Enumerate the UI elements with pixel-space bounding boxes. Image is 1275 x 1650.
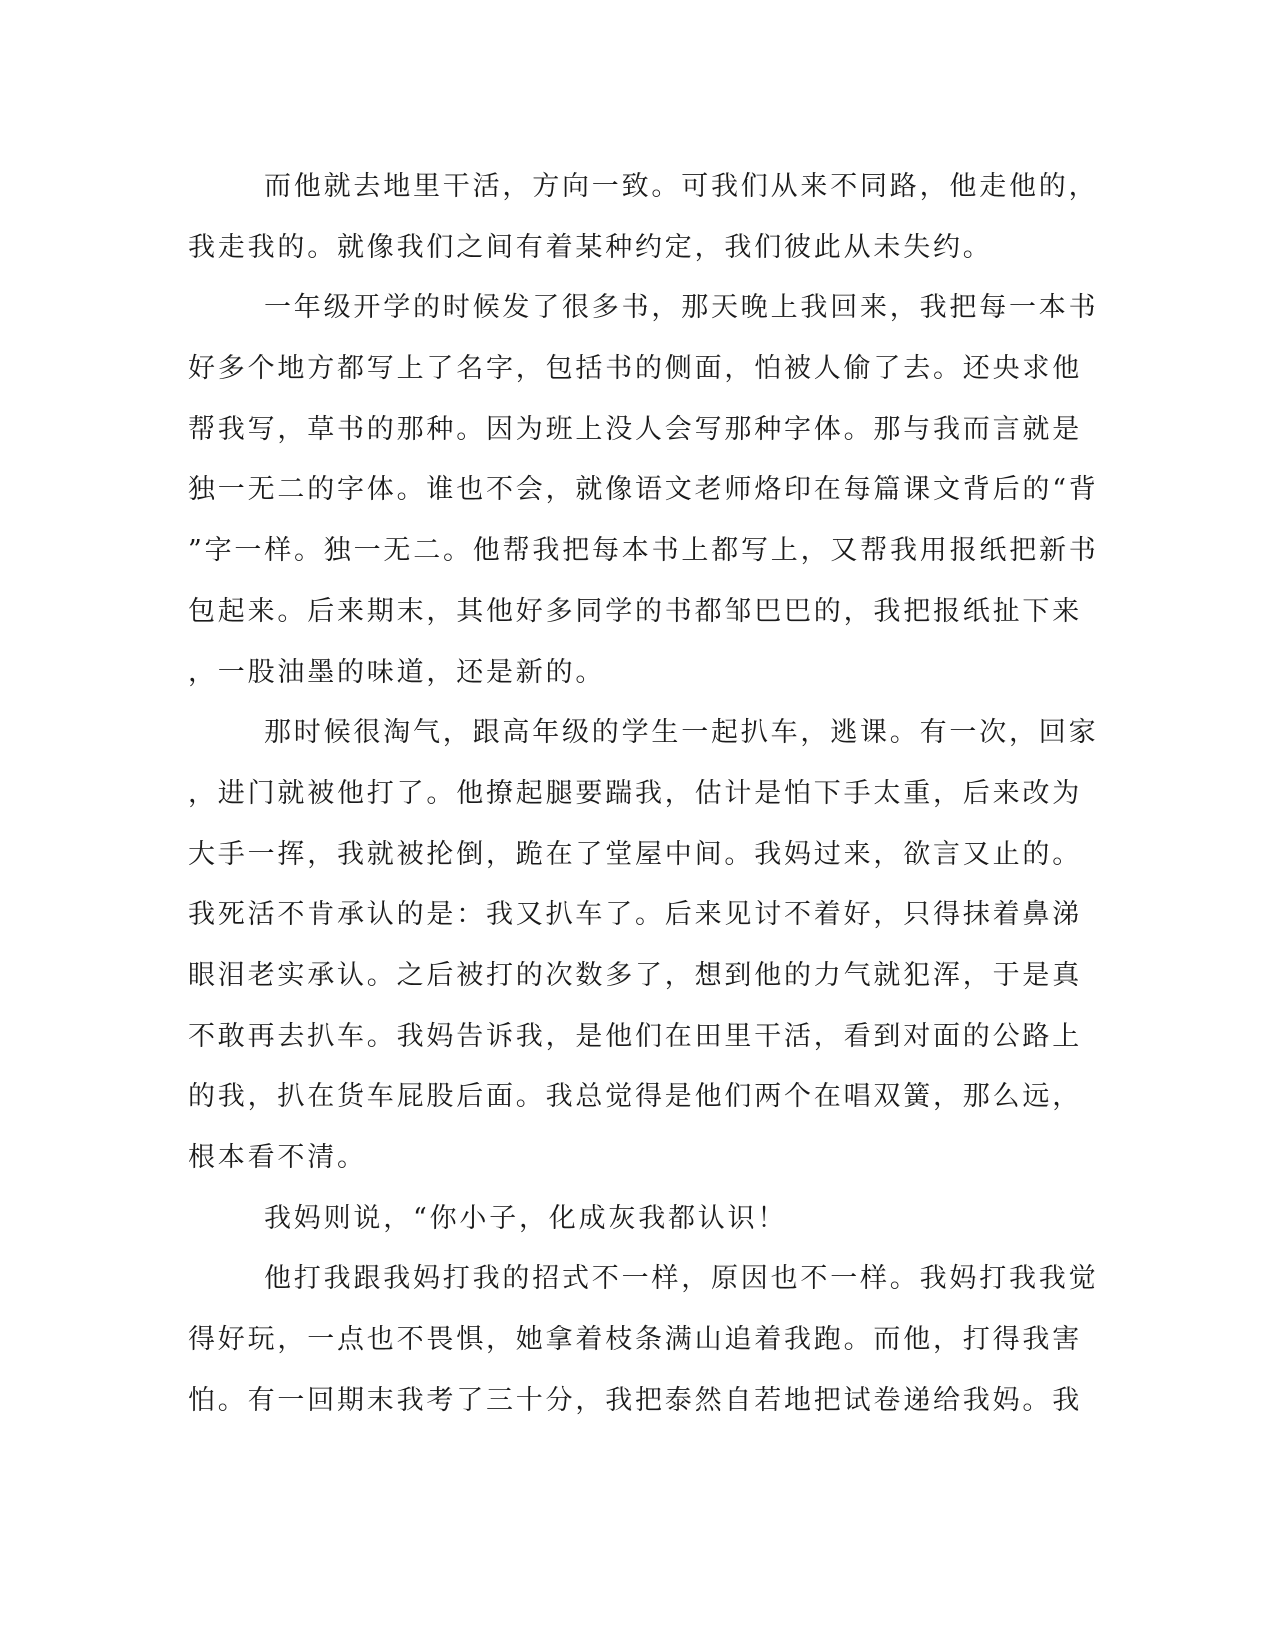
text-line: 我妈则说，“你小子，化成灰我都认识！ xyxy=(264,1202,788,1234)
text-line: 他打我跟我妈打我的招式不一样，原因也不一样。我妈打我我觉 xyxy=(264,1263,1099,1295)
text-line: 眼泪老实承认。之后被打的次数多了，想到他的力气就犯浑，于是真 xyxy=(188,959,1082,991)
text-line: 那时候很淘气，跟高年级的学生一起扒车，逃课。有一次，回家 xyxy=(264,717,1099,749)
text-line: 不敢再去扒车。我妈告诉我，是他们在田里干活，看到对面的公路上 xyxy=(188,1020,1082,1052)
text-line: 而他就去地里干活，方向一致。可我们从来不同路，他走他的， xyxy=(264,171,1099,202)
body-text xyxy=(188,157,1099,1431)
text-line: 得好玩，一点也不畏惧，她拿着枝条满山追着我跑。而他，打得我害 xyxy=(188,1324,1082,1356)
text-line: 的我，扒在货车屁股后面。我总觉得是他们两个在唱双簧，那么远， xyxy=(188,1081,1082,1113)
text-line: 独一无二的字体。谁也不会，就像语文老师烙印在每篇课文背后的“背 xyxy=(188,474,1099,506)
text-line: 我走我的。就像我们之间有着某种约定，我们彼此从未失约。 xyxy=(188,231,993,263)
text-line: 好多个地方都写上了名字，包括书的侧面，怕被人偷了去。还央求他 xyxy=(188,353,1082,385)
text-line: 大手一挥，我就被抡倒，跪在了堂屋中间。我妈过来，欲言又止的。 xyxy=(188,838,1082,870)
text-line: 帮我写，草书的那种。因为班上没人会写那种字体。那与我而言就是 xyxy=(188,413,1082,445)
text-line: 包起来。后来期末，其他好多同学的书都邹巴巴的，我把报纸扯下来 xyxy=(188,595,1082,627)
text-line: 根本看不清。 xyxy=(188,1142,367,1173)
text-line: 一年级开学的时候发了很多书，那天晚上我回来，我把每一本书 xyxy=(264,292,1099,324)
text-line: ”字一样。独一无二。他帮我把每本书上都写上，又帮我用报纸把新书 xyxy=(188,535,1099,567)
text-line: ，进门就被他打了。他撩起腿要踹我，估计是怕下手太重，后来改为 xyxy=(188,777,1082,809)
text-line: ，一股油墨的味道，还是新的。 xyxy=(188,656,606,688)
text-line: 我死活不肯承认的是：我又扒车了。后来见讨不着好，只得抹着鼻涕 xyxy=(188,899,1082,931)
text-line: 怕。有一回期末我考了三十分，我把泰然自若地把试卷递给我妈。我 xyxy=(188,1384,1082,1416)
